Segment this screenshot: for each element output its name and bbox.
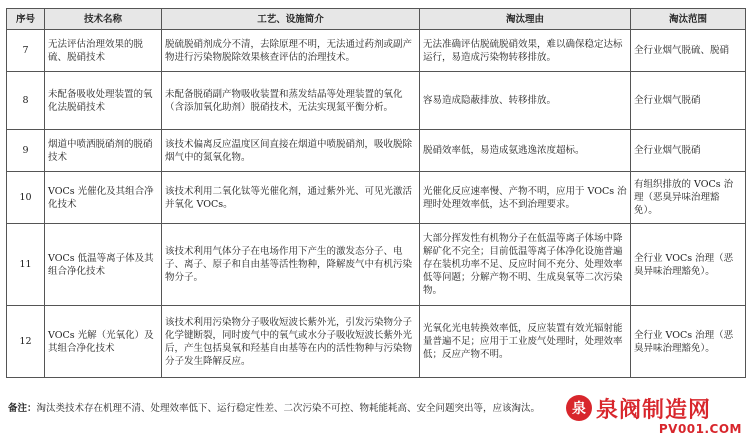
brand-mark-icon: 泉 [566, 395, 592, 421]
table-row [7, 224, 746, 306]
row-no: 8 [7, 72, 45, 130]
row-tech-name: VOCs 光催化及其组合净化技术 [45, 172, 162, 224]
table-row [7, 306, 746, 378]
row-process: 该技术偏离反应温度区间直接在烟道中喷脱硝剂，吸收脱除烟气中的氮氧化物。 [162, 130, 420, 172]
row-no: 7 [7, 30, 45, 72]
row-no: 12 [7, 306, 45, 378]
row-scope: 全行业 VOCs 治理（恶臭异味治理豁免）。 [631, 224, 746, 306]
header-reason: 淘汰理由 [420, 9, 631, 30]
row-no: 10 [7, 172, 45, 224]
row-process: 该技术利用气体分子在电场作用下产生的激发态分子、电子、离子、原子和自由基等活性物种，降解废气中有机污染物分子。 [162, 224, 420, 306]
brand-url: PV001.COM [658, 422, 742, 436]
table-note [8, 402, 568, 416]
row-process: 该技术利用污染物分子吸收短波长紫外光，引发污染物分子化学键断裂，同时废气中的氧气或水分子吸收短波长紫外光后，产生包括臭氧和羟基自由基等在内的活性物种与污染物分子发生降解反应。 [162, 306, 420, 378]
header-process: 工艺、设施简介 [162, 9, 420, 30]
table-row [7, 72, 746, 130]
site-watermark-logo [566, 394, 744, 438]
row-scope: 全行业烟气脱硝 [631, 72, 746, 130]
row-process: 未配备脱硝副产物吸收装置和蒸发结晶等处理装置的氧化（含添加氧化助剂）脱硝技术，无法实现氮平衡分析。 [162, 72, 420, 130]
header-scope: 淘汰范围 [631, 9, 746, 30]
row-tech-name: 无法评估治理效果的脱硫、脱硝技术 [45, 30, 162, 72]
row-scope: 全行业烟气脱硝 [631, 130, 746, 172]
row-process: 该技术利用二氧化钛等光催化剂，通过紫外光、可见光激活并氧化 VOCs。 [162, 172, 420, 224]
table-row [7, 130, 746, 172]
row-reason: 光催化反应速率慢、产物不明，应用于 VOCs 治理时处理效率低，达不到治理要求。 [420, 172, 631, 224]
table-header-row [7, 9, 746, 30]
header-no: 序号 [7, 9, 45, 30]
header-tech-name: 技术名称 [45, 9, 162, 30]
row-reason: 大部分挥发性有机物分子在低温等离子体场中降解矿化不完全；目前低温等离子体净化设施普遍存在装机功率不足、反应时间不充分、处理效率低等问题；分解产物不明、生成臭氧等二次污染物。 [420, 224, 631, 306]
row-reason: 容易造成隐蔽排放、转移排放。 [420, 72, 631, 130]
note-label: 备注： [8, 403, 37, 414]
row-scope: 全行业烟气脱硫、脱硝 [631, 30, 746, 72]
row-tech-name: 烟道中喷洒脱硝剂的脱硝技术 [45, 130, 162, 172]
table-row [7, 30, 746, 72]
row-reason: 无法准确评估脱硫脱硝效果，难以确保稳定达标运行，易造成污染物转移排放。 [420, 30, 631, 72]
note-text: 淘汰类技术存在机理不清、处理效率低下、运行稳定性差、二次污染不可控、物耗能耗高、安全问题突出等，应该淘汰。 [36, 403, 541, 414]
row-tech-name: VOCs 低温等离子体及其组合净化技术 [45, 224, 162, 306]
row-reason: 光氧化光电转换效率低，反应装置有效光辐射能量普遍不足；应用于工业废气处理时，处理效率低；反应产物不明。 [420, 306, 631, 378]
table-row [7, 172, 746, 224]
row-process: 脱硫脱硝剂成分不清，去除原理不明，无法通过药剂或副产物进行污染物脱除效果核查评估的治理技术。 [162, 30, 420, 72]
row-scope: 有组织排放的 VOCs 治理（恶臭异味治理豁免）。 [631, 172, 746, 224]
row-no: 9 [7, 130, 45, 172]
row-reason: 脱硝效率低，易造成氨逃逸浓度超标。 [420, 130, 631, 172]
brand-name: 泉阀制造网 [596, 397, 712, 423]
row-tech-name: VOCs 光解（光氧化）及其组合净化技术 [45, 306, 162, 378]
row-tech-name: 未配备吸收处理装置的氧化法脱硝技术 [45, 72, 162, 130]
eliminated-technology-table [6, 8, 746, 378]
row-no: 11 [7, 224, 45, 306]
row-scope: 全行业 VOCs 治理（恶臭异味治理豁免）。 [631, 306, 746, 378]
